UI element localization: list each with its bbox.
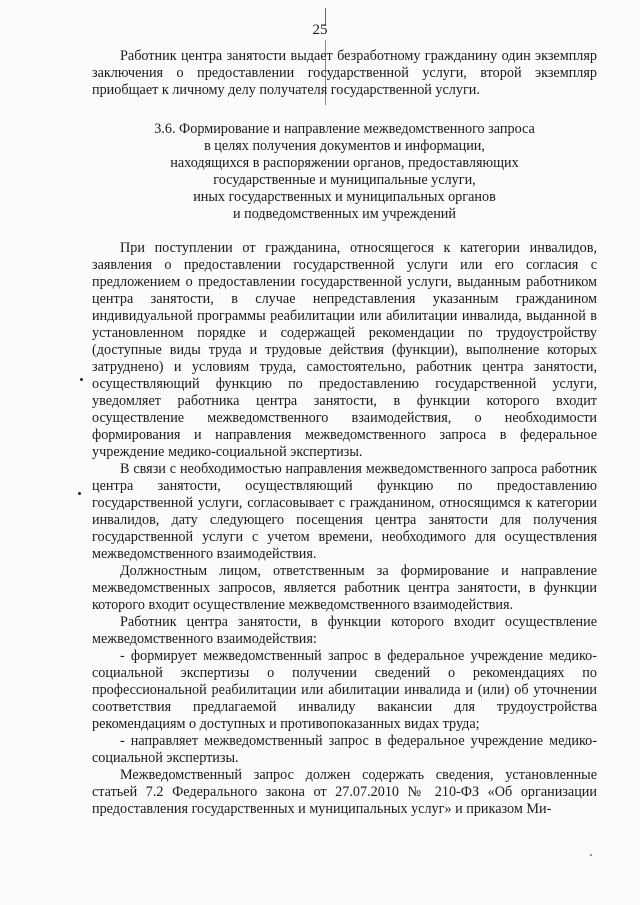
body-paragraph: Работник центра занятости, в функции которого входит осуществление межведомственного взаимодействия:	[92, 614, 597, 647]
section-heading-line: 3.6. Формирование и направление межведомственного запроса	[154, 121, 535, 137]
body-paragraph: Межведомственный запрос должен содержать сведения, установленные статьей 7.2 Федерального закона от 27.07.2010 № 210-ФЗ «Об организации предоставления государственных и муниципальных услуг» и приказом Ми-	[92, 767, 597, 817]
section-heading-line: и подведомственных им учреждений	[233, 206, 456, 222]
section-body	[92, 240, 597, 818]
section-heading-line: находящихся в распоряжении органов, предоставляющих	[170, 155, 519, 171]
section-heading	[92, 121, 597, 223]
section-heading-line: иных государственных и муниципальных органов	[193, 189, 496, 205]
body-paragraph: В связи с необходимостью направления межведомственного запроса работник центра занятости, осуществляющий функцию по предоставлению государственной услуги, согласовывает с гражданином, относящимся к категории инвалидов, дату следующего посещения центра занятости для получения государственной услуги с учетом времени, необходимого для осуществления межведомственного взаимодействия.	[92, 461, 597, 562]
scan-artifact	[590, 854, 592, 856]
scan-artifact	[80, 378, 83, 381]
body-paragraph: Должностным лицом, ответственным за формирование и направление межведомственных запросов, является работник центра занятости, в функции которого входит осуществление межведомственного взаимодействия.	[92, 563, 597, 613]
list-item: - направляет межведомственный запрос в федеральное учреждение медико-социальной экспертизы.	[92, 733, 597, 766]
body-paragraph: При поступлении от гражданина, относящегося к категории инвалидов, заявления о предоставлении государственной услуги или его согласия с предложением о предоставлении государственной услуги, выданным работником центра занятости, в случае непредставления указанным гражданином индивидуальной программы реабилитации или абилитации инвалида, выданной в установленном порядке и содержащей рекомендации по трудоустройству (доступные виды труда и трудовые действия (функции), выполнение которых затруднено) и условиям труда, самостоятельно, работник центра занятости, осуществляющий функцию по предоставлению государственной услуги, уведомляет работника центра занятости, в функции которого входит осуществление межведомственного взаимодействия, о необходимости формирования и направления межведомственного запроса в федеральное учреждение медико-социальной экспертизы.	[92, 240, 597, 460]
list-item: - формирует межведомственный запрос в федеральное учреждение медико-социальной экспертизы о получении сведений о рекомендациях по профессиональной реабилитации или абилитации инвалида и (или) об уточнении соответствия предлагаемой инвалиду вакансии для трудоустройства рекомендациям о доступных и противопоказанных видах труда;	[92, 648, 597, 732]
section-heading-line: в целях получения документов и информации,	[204, 138, 485, 154]
section-heading-line: государственные и муниципальные услуги,	[213, 172, 476, 188]
intro-paragraph: Работник центра занятости выдает безработному гражданину один экземпляр заключения о предоставлении государственной услуги, второй экземпляр приобщает к личному делу получателя государственной услуги.	[92, 48, 597, 98]
page-number: 25	[312, 22, 328, 38]
intro-section	[92, 48, 597, 99]
scan-artifact	[78, 492, 81, 495]
